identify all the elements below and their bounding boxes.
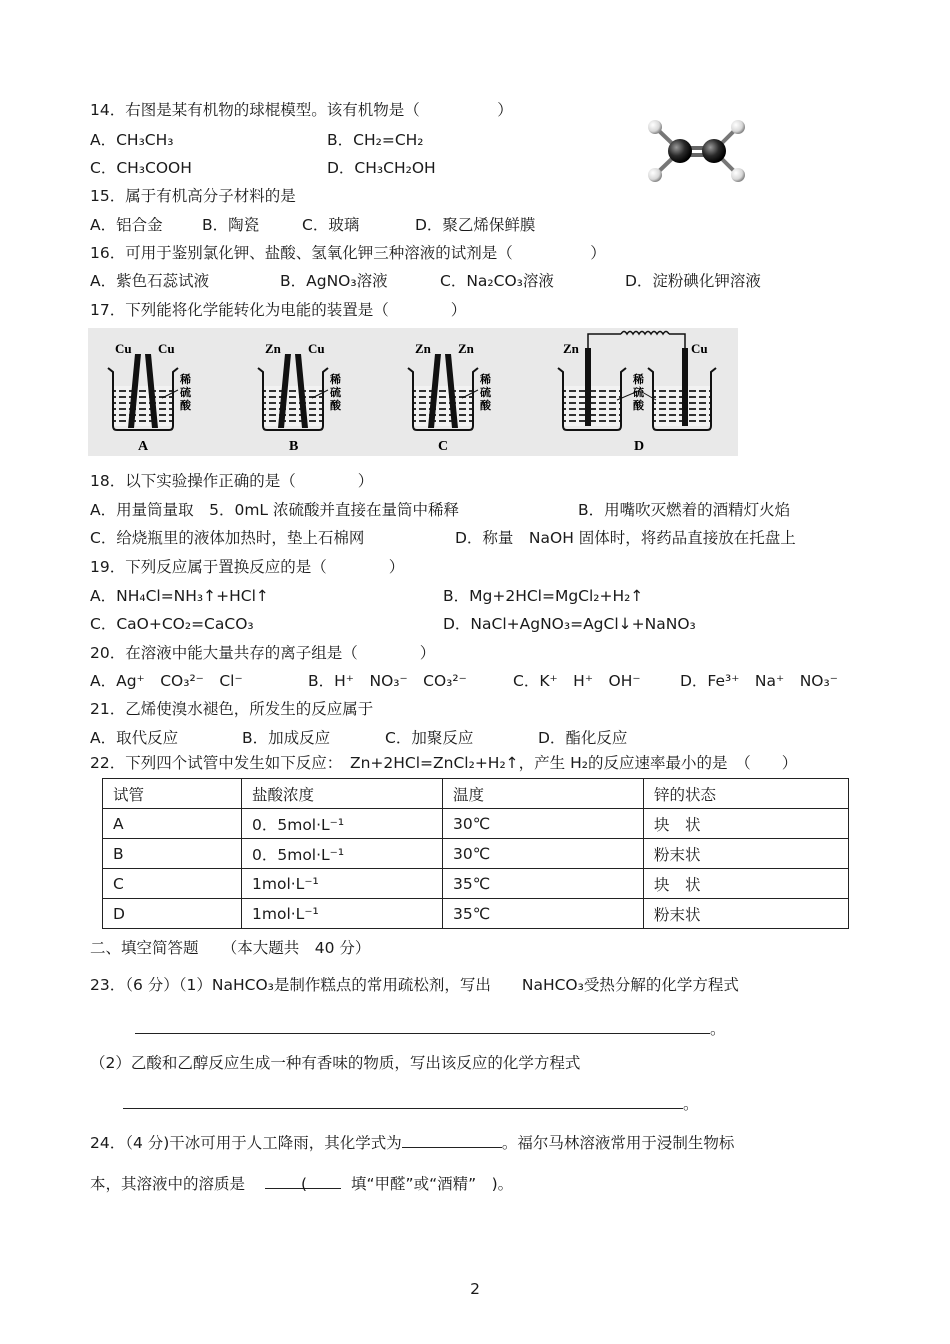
q24-line1 bbox=[90, 1133, 734, 1153]
beaker-c-right-electrode: Zn bbox=[458, 341, 474, 356]
q24-text-2: 。福尔马林溶液常用于浸制生物标 bbox=[501, 1134, 735, 1152]
q15-option-a: A．铝合金 bbox=[90, 216, 163, 234]
q23-answer-line-1[interactable] bbox=[135, 1017, 726, 1039]
q19-option-c: C．CaO+CO₂=CaCO₃ bbox=[90, 615, 254, 633]
beaker-a-right-electrode: Cu bbox=[158, 341, 175, 356]
table-cell: 1mol·L⁻¹ bbox=[242, 869, 443, 899]
q18-option-a: A．用量筒量取 5．0mL 浓硫酸并直接在量筒中稀释 bbox=[90, 501, 459, 519]
table-cell: 35℃ bbox=[443, 869, 644, 899]
table-header: 盐酸浓度 bbox=[242, 779, 443, 809]
table-header: 温度 bbox=[443, 779, 644, 809]
table-cell: 35℃ bbox=[443, 899, 644, 929]
electrochemical-cells-figure bbox=[88, 328, 738, 456]
beaker-c-left-electrode: Zn bbox=[415, 341, 431, 356]
q20-option-b: B．H⁺ NO₃⁻ CO₃²⁻ bbox=[308, 672, 467, 690]
q18-option-b: B．用嘴吹灭燃着的酒精灯火焰 bbox=[578, 501, 791, 519]
q15-option-d: D．聚乙烯保鲜膜 bbox=[415, 216, 536, 234]
q16-option-d: D．淀粉碘化钾溶液 bbox=[625, 272, 761, 290]
q23-part2: （2）乙酸和乙醇反应生成一种有香味的物质，写出该反应的化学方程式 bbox=[90, 1054, 581, 1072]
table-cell: 块 状 bbox=[644, 869, 849, 899]
q23-end-1: 。 bbox=[710, 1020, 726, 1038]
q20-stem: 20．在溶液中能大量共存的离子组是（ ） bbox=[90, 644, 436, 662]
beaker-b-solution-label: 稀硫酸 bbox=[330, 374, 341, 412]
table-cell: 块 状 bbox=[644, 809, 849, 839]
q21-option-b: B．加成反应 bbox=[242, 729, 331, 747]
q19-stem: 19．下列反应属于置换反应的是（ ） bbox=[90, 558, 405, 576]
q24-answer-blank-1[interactable] bbox=[402, 1133, 502, 1148]
q19-option-d: D．NaCl+AgNO₃=AgCl↓+NaNO₃ bbox=[443, 615, 696, 633]
q23-answer-line-2[interactable] bbox=[123, 1092, 699, 1114]
table-row bbox=[103, 809, 849, 839]
beaker-d-solution-label: 稀硫酸 bbox=[633, 374, 644, 412]
table-row bbox=[103, 899, 849, 929]
beaker-b-right-electrode: Cu bbox=[308, 341, 325, 356]
q16-option-b: B．AgNO₃溶液 bbox=[280, 272, 388, 290]
beaker-b-label: B bbox=[289, 439, 299, 454]
q16-option-a: A．紫色石蕊试液 bbox=[90, 272, 210, 290]
table-cell: D bbox=[103, 899, 242, 929]
page-number: 2 bbox=[470, 1280, 480, 1298]
q15-option-b: B．陶瓷 bbox=[202, 216, 260, 234]
q18-option-d: D．称量 NaOH 固体时，将药品直接放在托盘上 bbox=[455, 529, 796, 547]
ball-stick-model-figure bbox=[640, 115, 750, 187]
table-cell: A bbox=[103, 809, 242, 839]
table-cell: 30℃ bbox=[443, 809, 644, 839]
q20-option-c: C．K⁺ H⁺ OH⁻ bbox=[513, 672, 641, 690]
q17-stem: 17．下列能将化学能转化为电能的装置是（ ） bbox=[90, 301, 467, 319]
q14-option-a: A．CH₃CH₃ bbox=[90, 131, 174, 149]
q23-end-2: 。 bbox=[683, 1095, 699, 1113]
q24-text-4: 填“甲醛”或“酒精” )。 bbox=[351, 1175, 514, 1193]
q24-line2 bbox=[90, 1174, 513, 1194]
table-row bbox=[103, 839, 849, 869]
beaker-d-right-electrode: Cu bbox=[691, 341, 708, 356]
reaction-rate-table bbox=[102, 778, 849, 929]
q16-stem: 16．可用于鉴别氯化钾、盐酸、氢氧化钾三种溶液的试剂是（ ） bbox=[90, 244, 606, 262]
table-cell: 1mol·L⁻¹ bbox=[242, 899, 443, 929]
beaker-a-label: A bbox=[138, 439, 149, 454]
table-header: 试管 bbox=[103, 779, 242, 809]
table-cell: B bbox=[103, 839, 242, 869]
q24-text-1: 24．（4 分)干冰可用于人工降雨，其化学式为 bbox=[90, 1134, 402, 1152]
q14-stem: 14．右图是某有机物的球棍模型。该有机物是（ ） bbox=[90, 101, 513, 119]
q24-text-3: 本，其溶液中的溶质是 bbox=[90, 1175, 246, 1193]
q14-option-d: D．CH₃CH₂OH bbox=[327, 159, 436, 177]
q19-option-b: B．Mg+2HCl=MgCl₂+H₂↑ bbox=[443, 587, 644, 605]
q23-part1: 23．（6 分）（1）NaHCO₃是制作糕点的常用疏松剂，写出 NaHCO₃受热分解的化学方程式 bbox=[90, 976, 739, 994]
table-cell: 0．5mol·L⁻¹ bbox=[242, 809, 443, 839]
q21-stem: 21．乙烯使溴水褪色，所发生的反应属于 bbox=[90, 700, 374, 718]
beaker-c-solution-label: 稀硫酸 bbox=[480, 374, 491, 412]
q21-option-c: C．加聚反应 bbox=[385, 729, 474, 747]
table-cell: 0．5mol·L⁻¹ bbox=[242, 839, 443, 869]
q22-stem: 22．下列四个试管中发生如下反应： Zn+2HCl=ZnCl₂+H₂↑，产生 H₂的反应速率最小的是 （ ） bbox=[90, 754, 798, 772]
table-row bbox=[103, 869, 849, 899]
beaker-b-left-electrode: Zn bbox=[265, 341, 281, 356]
q18-stem: 18．以下实验操作正确的是（ ） bbox=[90, 472, 374, 490]
beaker-c-label: C bbox=[438, 439, 449, 454]
table-cell: 粉末状 bbox=[644, 899, 849, 929]
beaker-d-left-electrode: Zn bbox=[563, 341, 579, 356]
q15-option-c: C．玻璃 bbox=[302, 216, 360, 234]
q14-option-c: C．CH₃COOH bbox=[90, 159, 192, 177]
table-cell: C bbox=[103, 869, 242, 899]
table-header-row bbox=[103, 779, 849, 809]
q18-option-c: C．给烧瓶里的液体加热时，垫上石棉网 bbox=[90, 529, 365, 547]
section-heading: 二、填空简答题 （本大题共 40 分） bbox=[90, 939, 371, 957]
q20-option-d: D．Fe³⁺ Na⁺ NO₃⁻ bbox=[680, 672, 838, 690]
q21-option-a: A．取代反应 bbox=[90, 729, 179, 747]
q15-stem: 15．属于有机高分子材料的是 bbox=[90, 187, 296, 205]
beaker-a-left-electrode: Cu bbox=[115, 341, 132, 356]
q21-option-d: D．酯化反应 bbox=[538, 729, 628, 747]
q24-paren: ( bbox=[301, 1175, 308, 1193]
q20-option-a: A．Ag⁺ CO₃²⁻ Cl⁻ bbox=[90, 672, 243, 690]
q14-option-b: B．CH₂=CH₂ bbox=[327, 131, 424, 149]
q16-option-c: C．Na₂CO₃溶液 bbox=[440, 272, 554, 290]
q24-answer-blank-2[interactable] bbox=[265, 1174, 341, 1193]
beaker-d-label: D bbox=[634, 439, 645, 454]
table-header: 锌的状态 bbox=[644, 779, 849, 809]
table-cell: 粉末状 bbox=[644, 839, 849, 869]
beaker-a-solution-label: 稀硫酸 bbox=[180, 374, 191, 412]
q19-option-a: A．NH₄Cl=NH₃↑+HCl↑ bbox=[90, 587, 269, 605]
table-cell: 30℃ bbox=[443, 839, 644, 869]
